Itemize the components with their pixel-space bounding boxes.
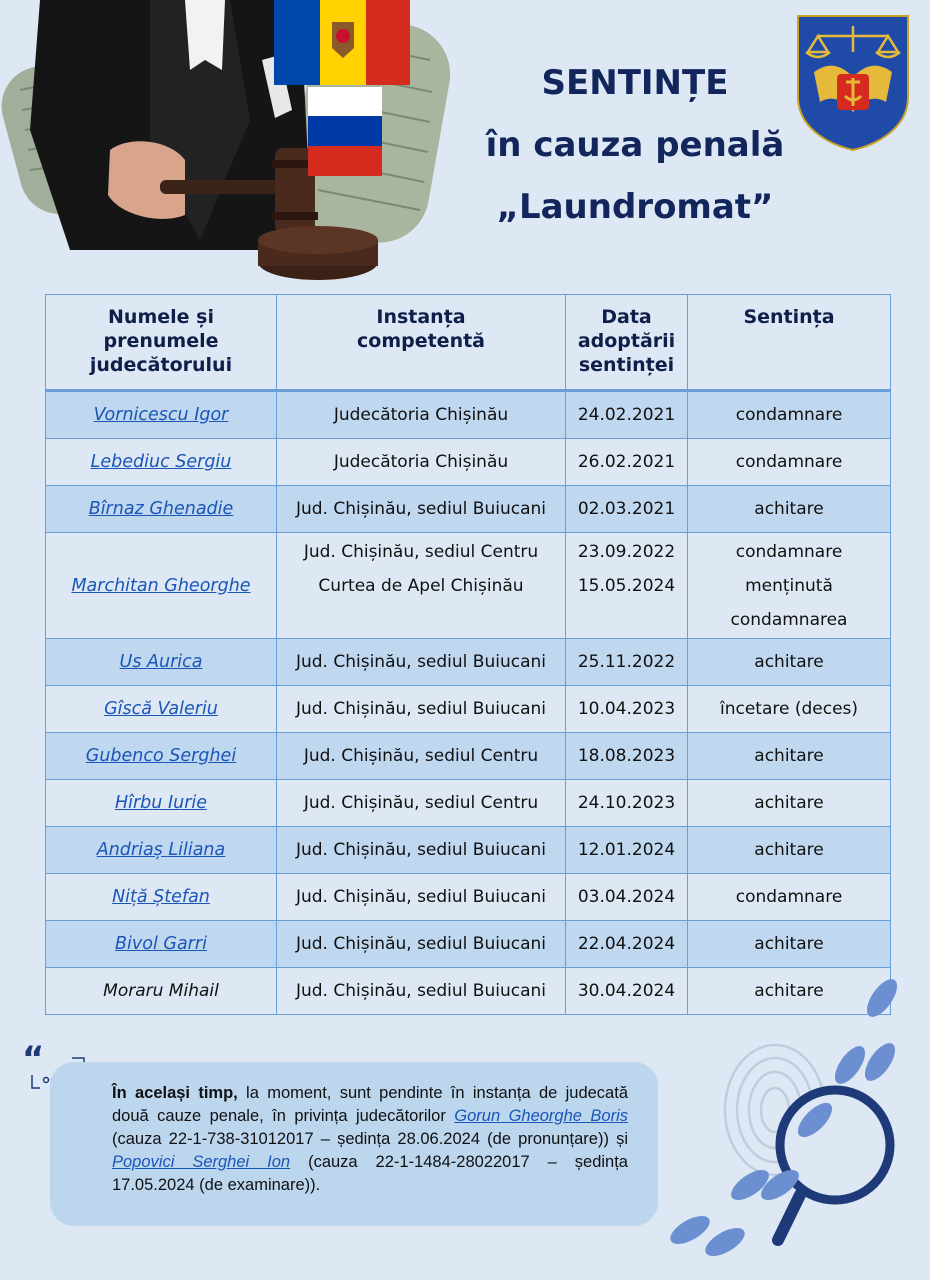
note-lead: În același timp,: [112, 1084, 238, 1102]
judge-link[interactable]: Niță Ștefan: [112, 887, 210, 907]
header-line: adoptării: [577, 330, 676, 352]
svg-text:“: “: [22, 1040, 45, 1079]
note-text: [112, 1082, 628, 1197]
column-header-date: [566, 295, 688, 391]
court-cell: Jud. Chișinău, sediul Buiucani: [277, 639, 566, 686]
column-header-court: [277, 295, 566, 391]
court-cell: Judecătoria Chișinău: [277, 439, 566, 486]
note-part2: (cauza 22-1-738-31012017 – ședința 28.06.2024 (de pronunțare)) și: [112, 1130, 628, 1148]
date-line: 15.05.2024: [577, 575, 676, 596]
judge-link[interactable]: Marchitan Gheorghe: [71, 575, 251, 596]
table-row: [46, 686, 891, 733]
sentence-line: menținută: [745, 575, 833, 596]
date-cell: 25.11.2022: [566, 639, 688, 686]
magnifier-footprints-icon: [650, 970, 920, 1270]
header-line: Numele și: [108, 306, 214, 328]
column-header-judge: [46, 295, 277, 391]
sentence-cell: achitare: [688, 486, 891, 533]
sentence-cell: achitare: [688, 733, 891, 780]
column-header-sentence: [688, 295, 891, 391]
date-line: 23.09.2022: [577, 541, 676, 562]
header-line: Data: [601, 306, 652, 328]
note-part3: (cauza 22-1-1484-28022017 – ședința 17.05.2024 (de examinare)).: [112, 1153, 628, 1194]
table-row: [46, 486, 891, 533]
judge-link[interactable]: Gîscă Valeriu: [104, 699, 218, 719]
date-cell: 02.03.2021: [566, 486, 688, 533]
court-cell: Judecătoria Chișinău: [277, 391, 566, 439]
judge-link[interactable]: Lebediuc Sergiu: [90, 452, 232, 472]
date-cell: 10.04.2023: [566, 686, 688, 733]
sentence-line: condamnarea: [730, 609, 848, 630]
sentence-line: condamnare: [735, 541, 843, 562]
judge-cell: [46, 533, 277, 639]
sentence-cell: achitare: [688, 827, 891, 874]
note-part1: la moment, sunt pendinte în instanța de judecată două cauze penale, în privința judecătorilor: [112, 1084, 628, 1125]
judge-cell: [46, 686, 277, 733]
prosecutor-emblem-icon: [794, 12, 912, 152]
judge-link[interactable]: Andriaș Liliana: [96, 840, 226, 860]
judge-cell: [46, 827, 277, 874]
court-cell: Jud. Chișinău, sediul Buiucani: [277, 686, 566, 733]
court-cell: Jud. Chișinău, sediul Buiucani: [277, 921, 566, 968]
judge-link[interactable]: Bîrnaz Ghenadie: [88, 499, 234, 519]
table-row: [46, 780, 891, 827]
judge-cell: [46, 439, 277, 486]
title-line-2: în cauza penală: [485, 125, 785, 165]
date-cell: 03.04.2024: [566, 874, 688, 921]
judge-link[interactable]: Gubenco Serghei: [85, 746, 237, 766]
header-line: competentă: [357, 330, 485, 352]
court-cell: Jud. Chișinău, sediul Buiucani: [277, 486, 566, 533]
judge-link[interactable]: Hîrbu Iurie: [114, 793, 208, 813]
table-row: [46, 533, 891, 639]
title-line-3: „Laundromat”: [496, 187, 774, 227]
table-row: [46, 874, 891, 921]
header-line: prenumele: [103, 330, 219, 352]
table-row: [46, 733, 891, 780]
date-cell: 24.10.2023: [566, 780, 688, 827]
date-cell: 24.02.2021: [566, 391, 688, 439]
sentence-cell: încetare (deces): [688, 686, 891, 733]
table-row: [46, 827, 891, 874]
header-line: sentinței: [578, 354, 675, 376]
sentence-cell: achitare: [688, 639, 891, 686]
court-line: Jud. Chișinău, sediul Centru: [303, 541, 539, 562]
judge-link[interactable]: Bivol Garri: [115, 934, 207, 954]
judge-link-popovici[interactable]: Popovici Serghei Ion: [112, 1153, 291, 1171]
court-cell: Jud. Chișinău, sediul Buiucani: [277, 968, 566, 1015]
table-header-row: [46, 295, 891, 391]
court-cell: [277, 533, 566, 639]
header-line: Sentința: [743, 306, 835, 328]
judge-cell: [46, 874, 277, 921]
judge-cell: [46, 780, 277, 827]
court-line: Curtea de Apel Chișinău: [318, 575, 524, 596]
title-line-1: SENTINȚE: [541, 63, 729, 103]
sentence-cell: condamnare: [688, 439, 891, 486]
judge-link[interactable]: Us Aurica: [119, 652, 203, 672]
table-row: [46, 439, 891, 486]
sentence-cell: condamnare: [688, 874, 891, 921]
sentence-cell: achitare: [688, 921, 891, 968]
judge-cell: [46, 733, 277, 780]
court-cell: Jud. Chișinău, sediul Centru: [277, 733, 566, 780]
date-cell: [566, 533, 688, 639]
judge-link[interactable]: Vornicescu Igor: [93, 405, 229, 425]
table-row: [46, 391, 891, 439]
judge-cell: Moraru Mihail: [46, 968, 277, 1015]
header-line: judecătorului: [89, 354, 233, 376]
judge-cell: [46, 486, 277, 533]
table-row: [46, 921, 891, 968]
judge-cell: [46, 391, 277, 439]
header-line: Instanța: [376, 306, 466, 328]
court-cell: Jud. Chișinău, sediul Buiucani: [277, 874, 566, 921]
sentence-cell: achitare: [688, 968, 891, 1015]
sentence-cell: achitare: [688, 780, 891, 827]
judge-link-gorun[interactable]: Gorun Gheorghe Boris: [454, 1107, 628, 1125]
judge-cell: [46, 921, 277, 968]
pending-cases-note: [50, 1062, 658, 1226]
page-title: [470, 52, 800, 238]
judge-gavel-flags-icon: [0, 0, 460, 290]
date-cell: 12.01.2024: [566, 827, 688, 874]
judge-cell: [46, 639, 277, 686]
court-cell: Jud. Chișinău, sediul Centru: [277, 780, 566, 827]
table-row: [46, 639, 891, 686]
date-cell: 26.02.2021: [566, 439, 688, 486]
court-cell: Jud. Chișinău, sediul Buiucani: [277, 827, 566, 874]
sentence-cell: condamnare: [688, 391, 891, 439]
date-cell: 30.04.2024: [566, 968, 688, 1015]
sentence-cell: [688, 533, 891, 639]
date-cell: 18.08.2023: [566, 733, 688, 780]
date-cell: 22.04.2024: [566, 921, 688, 968]
sentences-table: [45, 294, 891, 1015]
